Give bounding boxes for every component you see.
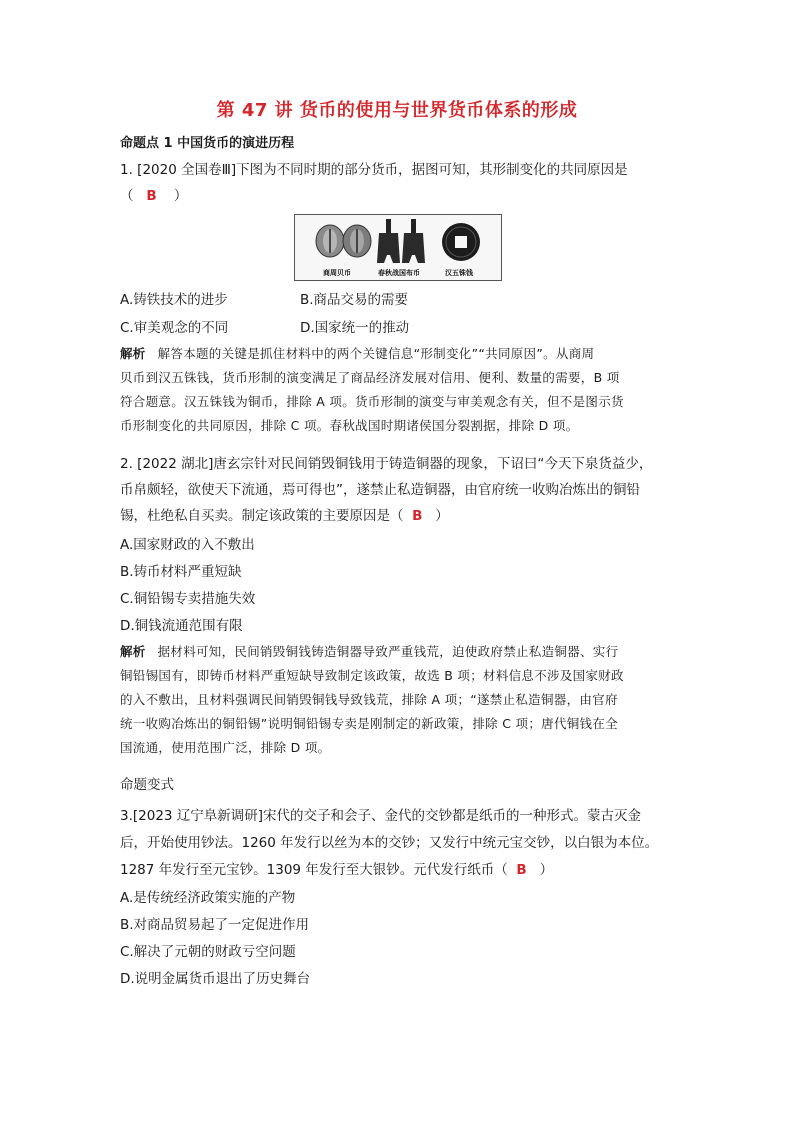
q1-option-a: A.铸铁技术的进步 [120, 292, 228, 308]
q1-stem: 1. [2020 全国卷Ⅲ]下图为不同时期的部分货币，据图可知，其形制变化的共同原因是 [120, 162, 628, 178]
q2-explain-label: 解析 [120, 644, 146, 659]
wuzhu-coin-hole [455, 236, 467, 248]
page-title: 第 47 讲 货币的使用与世界货币体系的形成 [216, 100, 578, 121]
currency-figure [294, 214, 502, 281]
q3-stem-line-2: 后，开始使用钞法。1260 年发行以丝为本的交钞；又发行中统元宝交钞，以白银为本位。 [120, 835, 659, 851]
q1-answer: B [146, 188, 157, 204]
spade-coin-1 [377, 233, 400, 263]
q3-option-c: C.解决了元朝的财政亏空问题 [120, 944, 296, 960]
q1-explanation: 解析 解答本题的关键是抓住材料中的两个关键信息“形制变化”“共同原因”。从商周 贝币到汉五铢钱，货币形制的演变满足了商品经济发展对信用、便利、数量的需要，B 项 符合题意。汉五铢钱为铜币，排除 A 项。货币形制的演变与审美观念有关，但不是图示货 币形制变化的共同原因，排除 C 项。春秋战国时期诸侯国分裂割据，排除 D 项。 [120, 346, 624, 433]
q2-stem-line-1: 2. [2022 湖北]唐玄宗针对民间销毁铜钱用于铸造铜器的现象，下诏曰“今天下泉货益少， [120, 456, 653, 472]
q2-option-c: C.铜铅锡专卖措施失效 [120, 591, 256, 607]
caption-shell-coin: 商周贝币 [323, 269, 351, 277]
q2-answer: B [412, 508, 423, 524]
q2-option-d: D.铜钱流通范围有限 [120, 618, 243, 634]
q1-answer-line: （ B ） [120, 188, 188, 204]
q2-explanation: 解析 据材料可知，民间销毁铜钱铸造铜器导致严重钱荒，迫使政府禁止私造铜器、实行 铜铅锡国有，即铸币材料严重短缺导致制定该政策，故选 B 项；材料信息不涉及国家财政 的入不敷出，且材料强调民间销毁铜钱导致钱荒，排除 A 项；“遂禁止私造铜器，由官府 统一收购冶炼出的铜铅锡”说明铜铅锡专卖是刚制定的新政策，排除 C 项；唐代铜钱在全 国流通，使用范围广泛，排除 D 项。 [120, 644, 624, 755]
q2-stem-line-3: 锡，杜绝私自买卖。制定该政策的主要原因是（ B ） [120, 508, 449, 524]
q2-option-a: A.国家财政的入不敷出 [120, 537, 255, 553]
q2-option-b: B.铸币材料严重短缺 [120, 564, 242, 580]
q3-option-a: A.是传统经济政策实施的产物 [120, 890, 296, 906]
q3-stem-line-3: 1287 年发行至元宝钞。1309 年发行至大银钞。元代发行纸币（ B ） [120, 862, 554, 878]
q1-option-d: D.国家统一的推动 [300, 320, 410, 336]
spade-coin-1-handle [386, 219, 391, 233]
q1-option-c: C.审美观念的不同 [120, 320, 229, 336]
section-heading-1: 命题点 1 中国货币的演进历程 [120, 136, 295, 151]
q3-option-d: D.说明金属货币退出了历史舞台 [120, 971, 311, 987]
q3-stem-line-1: 3.[2023 辽宁阜新调研]宋代的交子和会子、金代的交钞都是纸币的一种形式。蒙古灭金 [120, 808, 642, 824]
q2-stem-line-2: 币帛颇轻，欲使天下流通，焉可得也”，遂禁止私造铜器，由官府统一收购冶炼出的铜铅 [120, 482, 640, 498]
caption-spade-coin: 春秋战国布币 [378, 269, 420, 277]
section-heading-variant: 命题变式 [120, 777, 174, 793]
spade-coin-2 [402, 233, 425, 263]
q1-explain-label: 解析 [120, 346, 146, 361]
q3-answer: B [516, 862, 527, 878]
caption-wuzhu-coin: 汉五铢钱 [445, 269, 473, 277]
spade-coin-2-handle [411, 219, 416, 233]
q1-option-b: B.商品交易的需要 [300, 292, 409, 308]
q3-option-b: B.对商品贸易起了一定促进作用 [120, 917, 310, 933]
